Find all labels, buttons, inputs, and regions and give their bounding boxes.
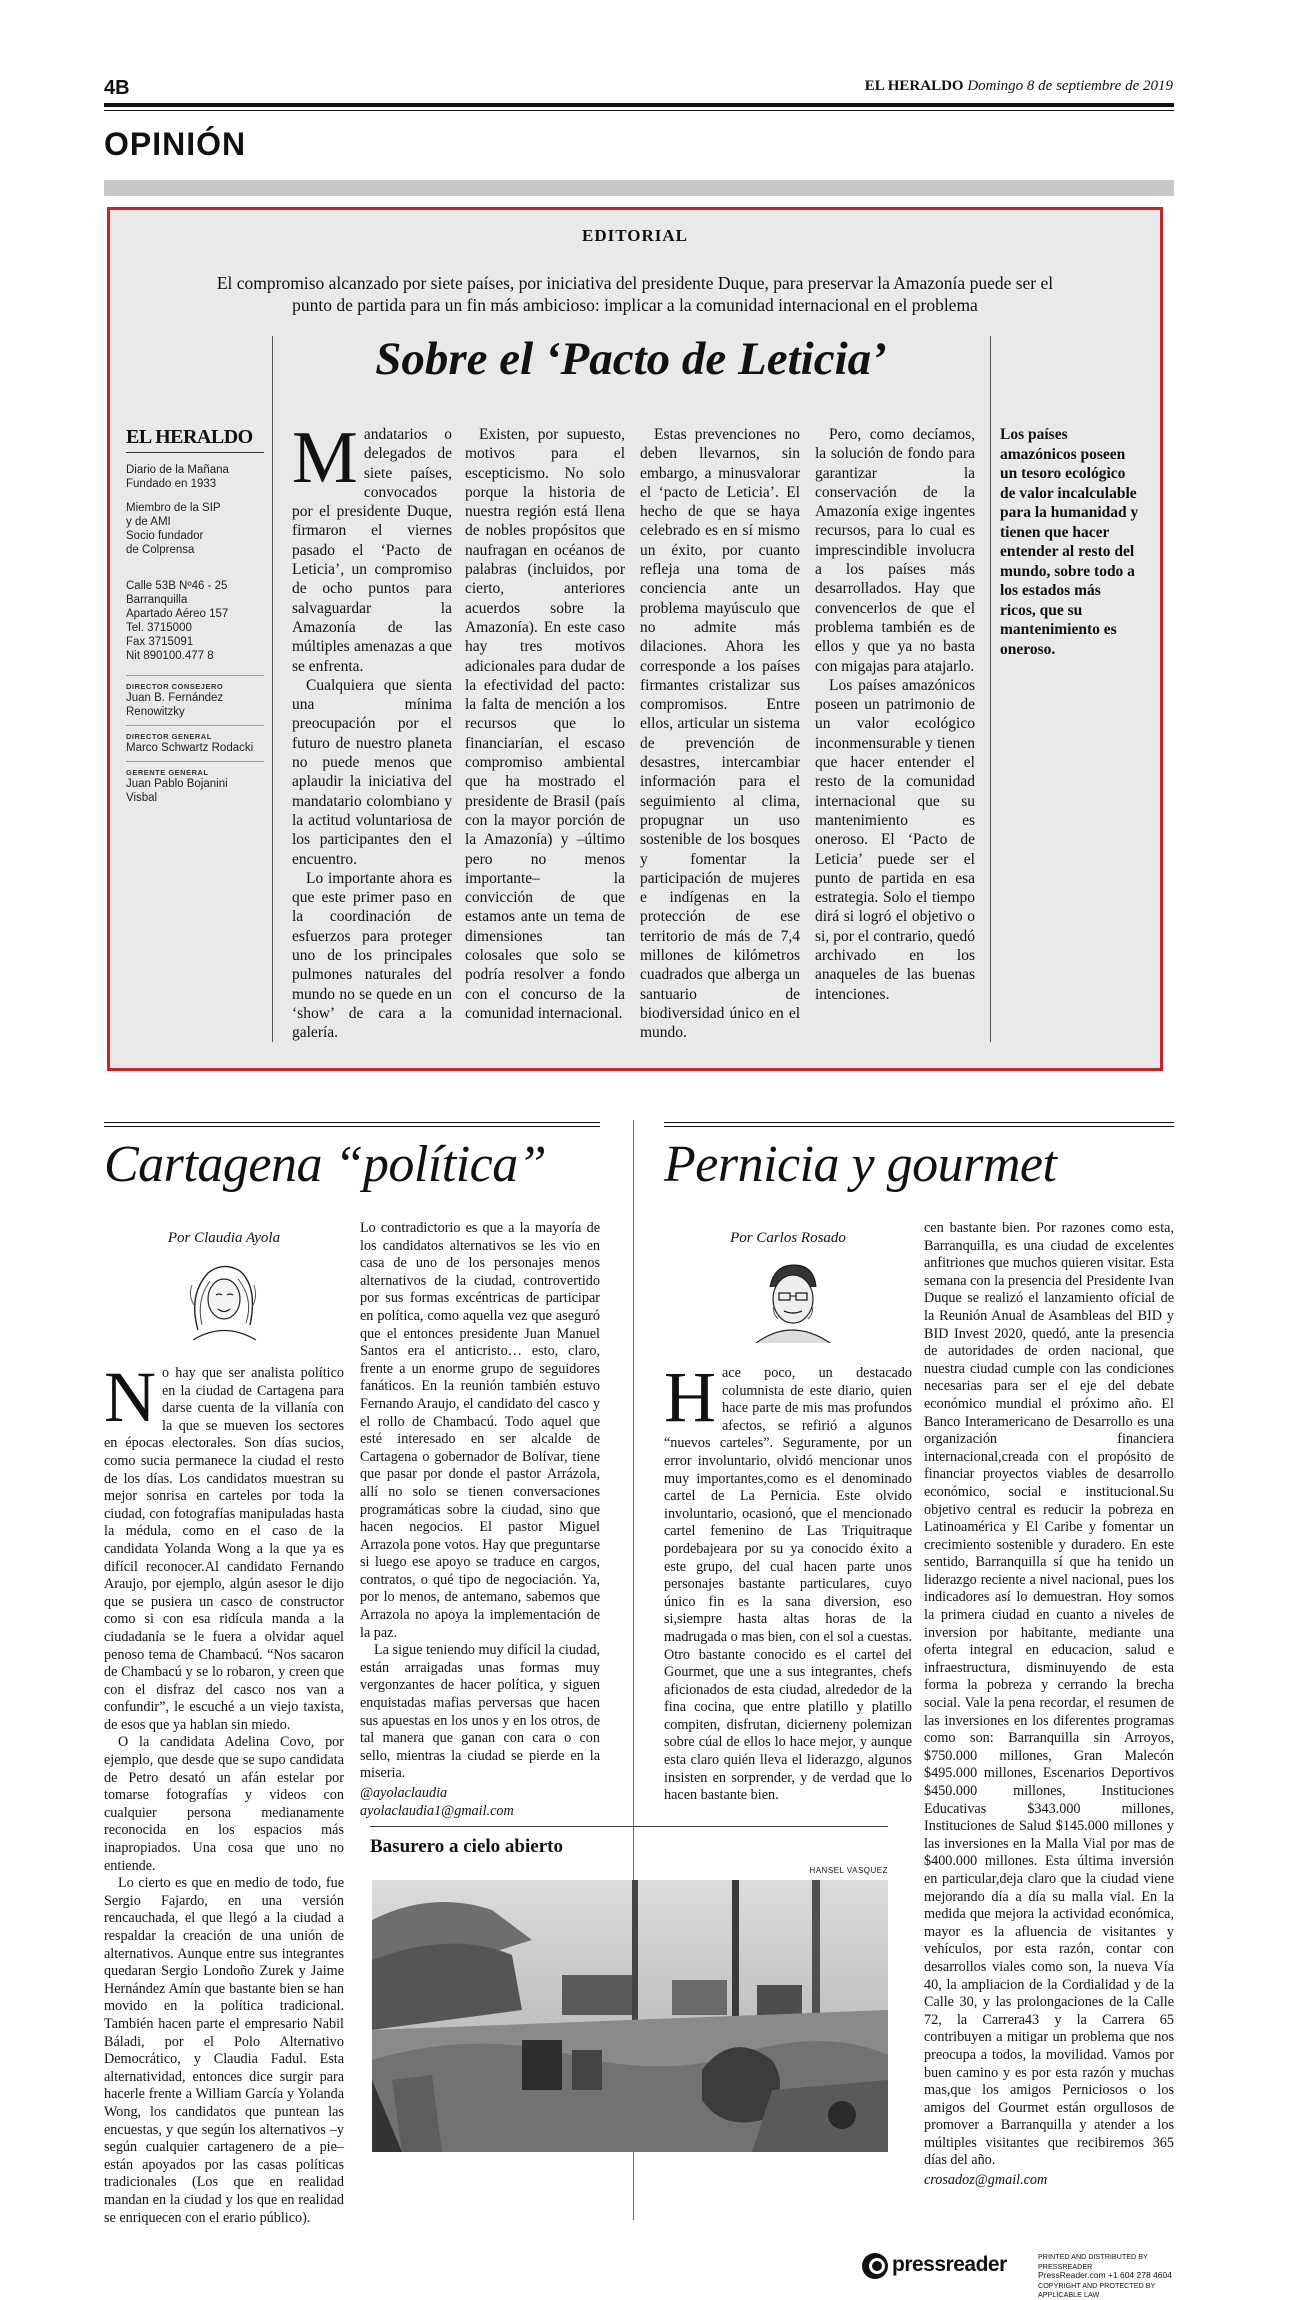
page-number: 4B — [104, 77, 130, 99]
author-email: ayolaclaudia1@gmail.com — [360, 1802, 514, 1819]
right-article-rule-2 — [664, 1126, 1174, 1127]
footer-line: PRINTED AND DISTRIBUTED BY PRESSREADER — [1038, 2252, 1148, 2271]
masthead-role: DIRECTOR CONSEJERO — [126, 682, 224, 691]
paragraph: cen bastante bien. Por razones como esta, Barranquilla, es una ciudad de excelentes anfitriones que muchos quieren visitar. Esta semana con la presencia del Presidente Ivan Duque se realizó el lanzamiento oficial de la Reunión Anual de Asambleas del BID y BID Invest 2020, quedó, ante la presencia de autoridades de orden nacional, que nuestra ciudad cumple con las condiciones necesarias para ser el eje del debate económico mundial el próximo año. El Banco Interamericano de Desarrollo es una organización financiera internacional,creada con el propósito de financiar proyectos viables de desarrollo económico, social e institucional.Su objetivo central es reducir la pobreza en Latinoamérica y El Caribe y fomentar un crecimiento sostenible y duradero. En este sentido, Barranquilla sí que ha tenido un liderazgo reciente a nivel nacional, pues los indicadores así lo demuestran. Hoy somos la primera ciudad en cuanto a niveles de inversion por habitante, mediante una oferta integral en educacion, salud e infraestructura, disminuyendo de esta forma la pobreza y cerrando la brecha social. Vale la pena recordar, el resumen de las inversiones en los diferentes programas como son: Barranquilla sin Arroyos, $750.000 millones, Gran Malecón $495.000 millones, Escenarios Deportivos $450.000 millones, Instituciones Educativas $343.000 millones, Instituciones de Salud $145.000 millones y las inversiones en la Malla Vial por mas de $400.000 millones. Esta última inversión en particular,deja claro que la ciudad viene mejorando día a día su malla vial. En la medida que mejora la actividad económica, mayor es la afluencia de visitantes y vehículos, por esta razón, contar con desarrollos viales como son, la nueva Vía 40, la ampliacion de la Cordialidad y de la Calle 30, y las prolongaciones de la Calle 72, la Carrera43 y la Carrera 65 contribuyen a mitigar un problema que nos preocupa a todos, la movilidad. Vamos por buen camino y es por esta razón y muchas mas,que los amigos Perniciosos o los amigos del Gourmet están orgullosos de promover a Barranquilla y atender a los múltiples visitantes que recibiremos 365 días del año. — [924, 1220, 1174, 2169]
right-article-column-1 — [664, 1357, 912, 1805]
masthead-person: Marco Schwartz Rodacki — [126, 742, 254, 754]
masthead-line: Tel. 3715000 — [126, 622, 192, 634]
masthead-line: Fax 3715091 — [126, 636, 194, 648]
paragraph: O la candidata Adelina Covo, por ejemplo, que desde que se supo candidata de Petro desató un afán estelar por tomarse fotografías y videos con cualquier persona medianamente reconocida en los espacios más inapropiados. Una cosa que uno no entiende. — [104, 1734, 344, 1874]
editorial-label: EDITORIAL — [582, 226, 688, 245]
paragraph: o hay que ser analista político en la ciudad de Cartagena para darse cuenta de la villanía con la que se mueven los sectores en épocas electorales. Son días sucios, como sucia permanece la ciudad el resto de los días. Los candidatos muestran su mejor sonrisa en carteles por toda la ciudad, con fotografías manipuladas hasta la médula, como en el caso de la candidata Yolanda Wong a la que ya es difícil reconocer.Al candidato Fernando Araujo, por ejemplo, algún asesor le dijo que se pusiera un casco de constructor como si con esa ridícula manda a la ciudadanía se le fuera a olvidar aquel penoso tema de Chambacú. “Nos sacaron de Chambacú y se lo robaron, y creen que con el disfraz del casco nos van a confundir”, le escuché a un viejo taxista, de esos que ya hablan sin miedo. — [104, 1365, 344, 1733]
right-article-title: Pernicia y gourmet — [664, 1136, 1057, 1193]
masthead-person: Juan Pablo Bojanini — [126, 778, 228, 790]
author-portrait-rosado — [748, 1255, 836, 1343]
editorial-column-1 — [292, 417, 452, 1043]
paragraph: Estas prevenciones no deben llevarnos, sin embargo, a minusvalorar el ‘pacto de Leticia’. El hecho de que se haya celebrado es en sí mismo un éxito, por cuanto refleja una toma de conciencia ante un problema mayúsculo que no admite más dilaciones. Ahora les corresponde a los países firmantes cristalizar sus compromisos. Entre ellos, articular un sistema de prevención de desastres, intercambiar información para el seguimiento al clima, propugnar un uso sostenible de los bosques y fomentar la participación de mujeres e indígenas en la protección de ese territorio de más de 7,4 millones de kilómetros cuadrados que alberga un santuario de biodiversidad único en el mundo. — [640, 426, 800, 1042]
masthead-line: Diario de la Mañana — [126, 464, 229, 476]
section-gray-bar — [104, 180, 1174, 196]
editorial-divider-left — [272, 336, 273, 1042]
masthead-line: y de AMI — [126, 516, 171, 528]
paragraph: Lo contradictorio es que a la mayoría de los candidatos alternativos se les vio en casa de uno de los personajes menos alternativos de la ciudad, controvertido por sus formas excéntricas de participar en política, como aquella vez que aseguró que el entonces presidente Juan Manuel Santos era el anticristo… esto, claro, frente a un enorme grupo de seguidores fanáticos. En la reunión también estuvo Fernando Araujo, el candidato del casco y el rollo de Chambacú. Todo aquel que esté interesado en ser alcalde de Cartagena o gobernador de Bolívar, tiene que pasar por donde el pastor Arrázola, allí no solo se tienen conversaciones programáticas sobre la ciudad, sino que hacen negocios. El pastor Miguel Arrazola pone votos. Hay que preguntarse si luego ese apoyo se traduce en cargos, contratos, o qué tipo de negociación. Ya, por lo menos, de antemano, sabemos que Arrazola no apoya la implementación de la paz. — [360, 1220, 600, 1641]
masthead-logo: EL HERALDO — [126, 426, 264, 453]
left-article-title: Cartagena “política” — [104, 1136, 547, 1193]
editorial-divider-right — [990, 336, 991, 1042]
landfill-photo — [372, 1880, 888, 2152]
footer-line: COPYRIGHT AND PROTECTED BY APPLICABLE LAW — [1038, 2280, 1156, 2299]
editorial-column-4 — [815, 425, 975, 1004]
masthead-line: Nit 890100.477 8 — [126, 650, 214, 662]
section-title: OPINIÓN — [104, 126, 247, 162]
editorial-title: Sobre el ‘Pacto de Leticia’ — [375, 333, 887, 385]
pressreader-logo-icon — [862, 2253, 888, 2279]
masthead-person: Visbal — [126, 792, 158, 804]
author-portrait-ayola — [178, 1255, 268, 1340]
paper-dateline — [865, 78, 1173, 95]
masthead-line: de Colprensa — [126, 544, 195, 556]
masthead-line: Apartado Aéreo 157 — [126, 608, 229, 620]
masthead-person: Renowitzky — [126, 706, 185, 718]
author-email: crosadoz@gmail.com — [924, 2172, 1048, 2189]
left-article-column-1 — [104, 1357, 344, 2227]
masthead-line: Calle 53B Nº46 - 25 — [126, 580, 228, 592]
editorial-column-3 — [640, 425, 800, 1043]
masthead-line: Barranquilla — [126, 594, 188, 606]
editorial-column-2 — [465, 425, 625, 1023]
paragraph: Cualquiera que sienta una mínima preocupación por el futuro de nuestro planeta no puede menos que aplaudir la iniciativa del mandatario colombiano y la actitud voluntariosa de los participantes den el encuentro. — [292, 676, 452, 868]
author-handle: @ayolaclaudia — [360, 1785, 448, 1801]
left-article-column-2 — [360, 1220, 600, 1820]
paragraph: ace poco, un destacado columnista de este diario, quien hace parte de mis mas profundos afectos, se refirió a algunos “nuevos carteles”. Seguramente, por un error involuntario, olvidó mencionar unos muy importantes,como es el denominado cartel de La Pernicia. Este olvido involuntario, ocasionó, que el mencionado cartel femenino de Las Triquitraque pordebajeara por su ya conocido éxito a este grupo, del cual hacen parte unos personajes bastante particulares, cuyo único fin es la sana diversion, eso si,siempre hasta altas horas de la madrugada o mas bien, con el sol a cuestas. Otro bastante conocido es el cartel del Gourmet, que une a sus integrantes, chefs aficionados de esta ciudad, alrededor de la fina cocina, que entre platillo y platillo compiten, disfrutan, dicierneny polemizan sobre cúal de ellos lo hace mejor, y aunque esta claro quién lleva el liderazgo, algunos insisten en sorprender, y de verdad que lo hacen bastante bien. — [664, 1365, 912, 1804]
pressreader-footer — [862, 2250, 1174, 2299]
editorial-pullquote: Los países amazónicos poseen un tesoro ecológico de valor incalculable para la humanidad y tienen que hacer entender al resto del mundo, sobre todo a los estados más ricos, que su mantenimiento es oneroso. — [1000, 426, 1139, 658]
header-rule-thin — [104, 110, 1174, 111]
photo-rule — [370, 1826, 888, 1827]
paragraph: Pero, como decíamos, la solución de fondo para garantizar la conservación de la Amazonía exige ingentes recursos, para lo cual es imprescindible involucra a los países más desarrollados. Hay que convencerlos de que el problema también es de ellos y que ya no basta con migajas para atajarlo. — [815, 426, 975, 675]
masthead — [126, 426, 264, 805]
masthead-role: DIRECTOR GENERAL — [126, 732, 212, 741]
right-article-column-2 — [924, 1220, 1174, 2190]
paragraph: Lo importante ahora es que este primer paso en la coordinación de esfuerzos para proteger uno de los principales pulmones naturales del mundo no se quede en un ‘show’ de cara a la galería. — [292, 869, 452, 1042]
paragraph: andatarios o delegados de siete países, convocados por el presidente Duque, firmaron el viernes pasado el ‘Pacto de Leticia’, un compromiso de ocho puntos para salvaguardar la Amazonía de las múltiples amenazas a que se enfrenta. — [292, 426, 452, 675]
right-dropcap: H — [664, 1357, 716, 1437]
right-article-rule — [664, 1122, 1174, 1123]
header-rule-thick — [104, 103, 1174, 107]
editorial-deck: El compromiso alcanzado por siete países, por iniciativa del presidente Duque, para preservar la Amazonía puede ser el punto de partida para un fin más ambicioso: implicar a la comunidad internacional en el problema — [216, 273, 1054, 315]
left-article-rule-2 — [104, 1126, 600, 1127]
paper-name: EL HERALDO — [864, 78, 964, 94]
paragraph: Lo cierto es que en medio de todo, fue Sergio Fajardo, en una versión rencauchada, el que llegó a la ciudad a respaldar la creación de una unión de alternativos. Aunque entre sus integrantes quedaran Sergio Londoño Zurek y Jaime Hernández Amín que bastante bien se han movido en la política tradicional. También hacen parte el empresario Nabil Báladi, por el Polo Alternativo Democrático, y Claudia Fadul. Esta alternatividad, entonces dice surgir para hacerle frente a William García y Yolanda Wong, los candidatos que puntean las encuestas, y que según los alternativos –y según cualquier cartagenero de a pie– están apoyados por las casas políticas tradicionales (Los que en realidad mandan en la ciudad y los que en realidad se enriquecen con el erario público). — [104, 1875, 344, 2226]
masthead-line: Socio fundador — [126, 530, 204, 542]
pressreader-info — [1038, 2252, 1174, 2300]
paragraph: Los países amazónicos poseen un patrimonio de un valor ecológico inconmensurable y tienen que hacer entender el resto de la comunidad internacional que su mantenimiento es oneroso. El ‘Pacto de Leticia’ puede ser el punto de partida en esa estrategia. Solo el tiempo dirá si logró el objetivo o si, por el contrario, quedó archivado en los anaqueles de las buenas intenciones. — [815, 676, 975, 1003]
paragraph: Existen, por supuesto, motivos para el escepticismo. No solo porque la historia de nuestra región está llena de nobles propósitos que naufragan en océanos de palabras (incluidos, por cierto, anteriores acuerdos sobre la Amazonía). En este caso hay tres motivos adicionales para dudar de la efectividad del pacto: la falta de mención a los recursos que lo financiarían, el escaso compromiso ambiental que ha mostrado el presidente de Brasil (país con la mayor porción de la Amazonía) y –último pero no menos importante– la convicción de que estamos ante un tema de dimensiones tan colosales que solo se podría resolver a fondo con el concurso de la comunidad internacional. — [465, 426, 625, 1022]
right-byline: Por Carlos Rosado — [730, 1230, 846, 1246]
editorial-dropcap: M — [292, 417, 358, 499]
left-byline: Por Claudia Ayola — [167, 1230, 281, 1246]
masthead-role: GERENTE GENERAL — [126, 768, 209, 777]
masthead-line: Fundado en 1933 — [126, 478, 217, 490]
masthead-person: Juan B. Fernández — [126, 692, 224, 704]
masthead-line: Miembro de la SIP — [126, 502, 221, 514]
footer-line: PressReader.com +1 604 278 4604 — [1038, 2270, 1172, 2280]
issue-date: Domingo 8 de septiembre de 2019 — [967, 78, 1173, 94]
left-dropcap: N — [104, 1357, 156, 1437]
photo-credit: HANSEL VASQUEZ — [809, 1866, 888, 1875]
pressreader-brand: pressreader — [892, 2253, 1007, 2276]
paragraph: La sigue teniendo muy difícil la ciudad, están arraigadas unas formas muy vergonzantes de hacer política, y siguen enquistadas mafias perversas que hacen sus apuestas en los unos y en los otros, de tal manera que ganan con cara o con sello, mientras la ciudad se pierde en la miseria. — [360, 1642, 600, 1782]
left-article-rule — [104, 1122, 600, 1123]
photo-title: Basurero a cielo abierto — [370, 1836, 563, 1857]
